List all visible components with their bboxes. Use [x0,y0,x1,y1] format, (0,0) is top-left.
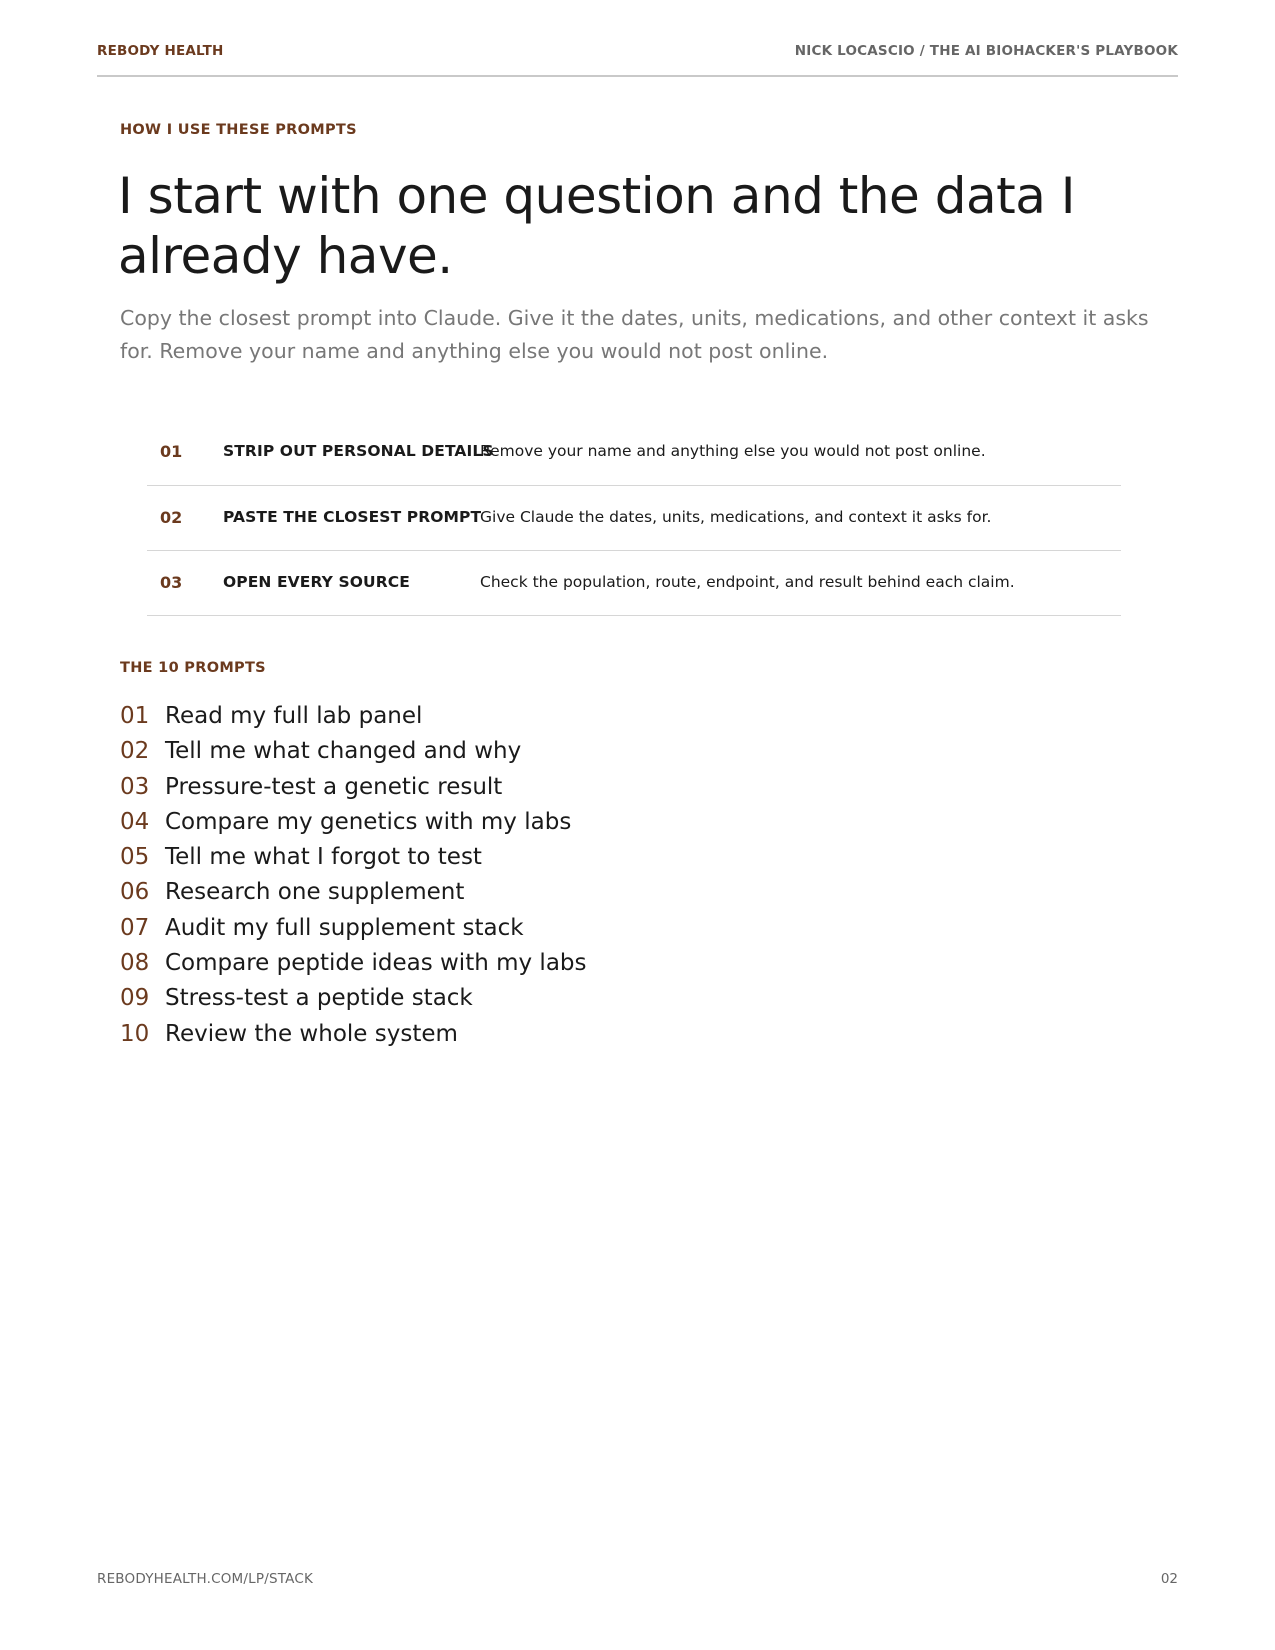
prompt-item [120,875,587,910]
prompt-number: 08 [120,950,150,977]
prompt-number: 05 [120,844,150,871]
page-number: 02 [1160,1571,1178,1587]
footer-url: REBODYHEALTH.COM/LP/STACK [97,1571,313,1587]
prompt-item [120,840,587,875]
prompt-label: Pressure-test a genetic result [165,773,503,800]
page-header [97,41,1178,77]
prompt-number: 10 [120,1020,150,1047]
step-description: Remove your name and anything else you would not post online. [480,442,986,460]
section-eyebrow-prompts: THE 10 PROMPTS [120,660,266,676]
step-title: OPEN EVERY SOURCE [223,573,410,591]
intro-paragraph: Copy the closest prompt into Claude. Give it the dates, units, medications, and other context it asks for. Remove your name and anything else you would not post online. [120,306,1149,363]
prompt-number: 02 [120,738,150,765]
prompt-label: Read my full lab panel [165,703,423,729]
prompt-item [120,946,587,981]
prompt-label: Compare my genetics with my labs [165,808,572,835]
step-row [147,486,1121,551]
brand-name: REBODY HEALTH [97,43,224,59]
section-eyebrow-how: HOW I USE THESE PROMPTS [120,122,357,138]
prompt-number: 09 [120,985,150,1012]
step-number: 03 [160,573,183,592]
step-number: 02 [160,508,183,527]
prompt-label: Research one supplement [165,879,465,906]
prompt-item [120,699,587,734]
step-description: Check the population, route, endpoint, and result behind each claim. [480,573,1015,591]
prompt-number: 03 [120,773,150,800]
prompt-label: Audit my full supplement stack [165,914,524,941]
step-row [147,420,1121,486]
steps-table [147,420,1121,616]
prompt-item [120,1017,587,1052]
prompt-item [120,805,587,840]
prompt-number: 07 [120,914,150,941]
prompt-number: 01 [120,703,150,729]
step-row [147,551,1121,616]
prompt-item [120,911,587,946]
prompt-number: 04 [120,808,150,835]
prompt-label: Compare peptide ideas with my labs [165,950,587,977]
author-byline: NICK LOCASCIO / THE AI BIOHACKER'S PLAYBOOK [794,43,1178,59]
prompt-item [120,770,587,805]
prompt-item [120,734,587,769]
step-number: 01 [160,442,183,461]
prompt-label: Tell me what changed and why [165,738,522,765]
prompt-number: 06 [120,879,150,906]
prompt-label: Review the whole system [165,1020,458,1047]
prompt-list [120,699,587,1052]
prompt-label: Tell me what I forgot to test [165,844,482,871]
step-title: STRIP OUT PERSONAL DETAILS [223,442,494,460]
step-title: PASTE THE CLOSEST PROMPT [223,508,482,526]
step-description: Give Claude the dates, units, medications, and context it asks for. [480,508,992,526]
page-headline: I start with one question and the data I already have. [118,167,1075,285]
prompt-item [120,981,587,1016]
prompt-label: Stress-test a peptide stack [165,985,473,1012]
